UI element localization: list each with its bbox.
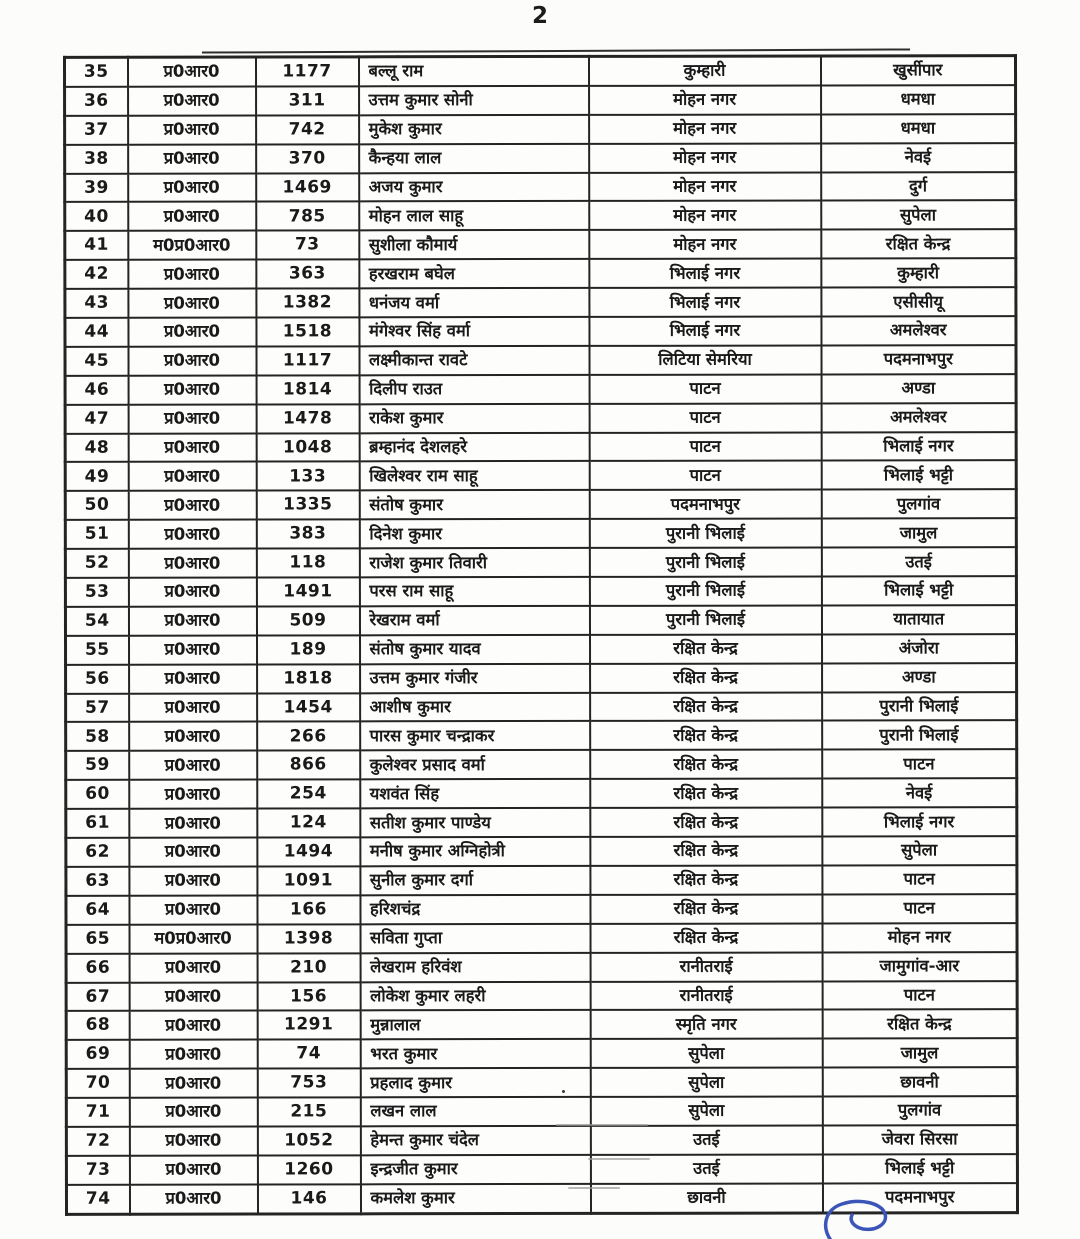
- cell-rank: प्र0आर0: [129, 1011, 257, 1040]
- cell-serial-number: 38: [65, 144, 128, 173]
- cell-posting-to: नेवई: [822, 778, 1017, 807]
- cell-serial-number: 62: [66, 838, 129, 867]
- table-row: [66, 952, 1017, 983]
- table-row: [66, 663, 1017, 694]
- cell-posting-from: रक्षित केन्द्र: [590, 721, 822, 750]
- cell-name: मंगेश्वर सिंह वर्मा: [359, 317, 589, 346]
- table-row: [65, 287, 1016, 318]
- cell-posting-to: अण्डा: [822, 663, 1017, 692]
- cell-rank: प्र0आर0: [129, 664, 257, 693]
- cell-name: खिलेश्वर राम साहू: [359, 461, 589, 490]
- cell-posting-from: पदमनाभपुर: [589, 490, 821, 519]
- cell-name: मनीष कुमार अग्निहोत्री: [360, 837, 590, 866]
- cell-badge-number: 785: [256, 202, 359, 231]
- cell-name: सविता गुप्ता: [360, 924, 590, 953]
- cell-serial-number: 66: [66, 953, 129, 982]
- cell-badge-number: 370: [256, 144, 359, 173]
- cell-serial-number: 64: [66, 896, 129, 925]
- cell-name: इन्द्रजीत कुमार: [360, 1155, 590, 1184]
- cell-name: ब्रम्हानंद देशलहरे: [359, 432, 589, 461]
- cell-rank: प्र0आर0: [128, 173, 256, 202]
- cell-posting-from: रक्षित केन्द्र: [590, 692, 822, 721]
- cell-badge-number: 215: [257, 1097, 360, 1126]
- table-row: [65, 143, 1016, 174]
- cell-serial-number: 36: [65, 87, 128, 116]
- cell-serial-number: 54: [65, 607, 128, 636]
- cell-serial-number: 50: [65, 491, 128, 520]
- cell-posting-to: छावनी: [822, 1067, 1017, 1096]
- cell-posting-from: उतई: [590, 1154, 822, 1183]
- cell-badge-number: 1818: [257, 664, 360, 693]
- cell-posting-to: जेवरा सिरसा: [822, 1125, 1017, 1154]
- cell-badge-number: 753: [257, 1068, 360, 1097]
- cell-posting-to: भिलाई भट्टी: [822, 1154, 1017, 1183]
- cell-posting-to: अंजोरा: [821, 634, 1016, 663]
- table-row: [66, 807, 1017, 838]
- cell-serial-number: 46: [65, 376, 128, 405]
- table-row: [65, 432, 1016, 463]
- cell-name: संतोष कुमार यादव: [360, 635, 590, 664]
- cell-rank: प्र0आर0: [129, 1098, 257, 1127]
- cell-name: राकेश कुमार: [359, 404, 589, 433]
- cell-name: राजेश कुमार तिवारी: [359, 548, 589, 577]
- table-row: [66, 1125, 1017, 1156]
- cell-name: सतीश कुमार पाण्डेय: [360, 808, 590, 837]
- cell-name: उत्तम कुमार सोनी: [359, 86, 589, 115]
- cell-posting-from: मोहन नगर: [589, 114, 821, 143]
- cell-posting-to: पुलगांव: [821, 490, 1016, 519]
- cell-serial-number: 70: [66, 1069, 129, 1098]
- cell-posting-to: धमधा: [821, 85, 1016, 114]
- cell-name: मुन्नालाल: [360, 1010, 590, 1039]
- cell-rank: प्र0आर0: [129, 866, 257, 895]
- cell-badge-number: 1518: [256, 317, 359, 346]
- signature-stroke: [816, 1196, 914, 1239]
- cell-posting-to: अमलेश्वर: [821, 403, 1016, 432]
- cell-name: लक्ष्मीकान्त रावटे: [359, 346, 589, 375]
- cell-rank: प्र0आर0: [128, 375, 256, 404]
- cell-name: आशीष कुमार: [360, 693, 590, 722]
- cell-posting-from: भिलाई नगर: [589, 288, 821, 317]
- cell-rank: प्र0आर0: [129, 722, 257, 751]
- cell-rank: प्र0आर0: [129, 1155, 257, 1184]
- cell-posting-from: कुम्हारी: [588, 56, 820, 86]
- table-row: [66, 836, 1017, 867]
- cell-posting-from: मोहन नगर: [589, 85, 821, 114]
- table-row: [66, 865, 1017, 896]
- cell-posting-from: भिलाई नगर: [589, 317, 821, 346]
- cell-badge-number: 166: [257, 895, 360, 924]
- cell-posting-to: जामुल: [822, 1038, 1017, 1067]
- table-row: [65, 576, 1016, 607]
- cell-serial-number: 56: [66, 664, 129, 693]
- table-row: [65, 258, 1016, 289]
- cell-serial-number: 43: [65, 289, 128, 318]
- cell-name: यशवंत सिंह: [360, 779, 590, 808]
- table-row: [65, 85, 1016, 116]
- cell-serial-number: 72: [66, 1127, 129, 1156]
- cell-posting-from: रक्षित केन्द्र: [589, 634, 821, 663]
- table-row: [66, 1096, 1017, 1127]
- table-row: [66, 750, 1017, 781]
- table-row: [65, 374, 1016, 405]
- cell-badge-number: 1052: [257, 1126, 360, 1155]
- cell-serial-number: 42: [65, 260, 128, 289]
- cell-rank: प्र0आर0: [129, 1184, 257, 1214]
- cell-rank: प्र0आर0: [128, 318, 256, 347]
- cell-name: धनंजय वर्मा: [359, 288, 589, 317]
- cell-rank: प्र0आर0: [128, 202, 256, 231]
- table-row: [65, 345, 1016, 376]
- cell-posting-to: अण्डा: [821, 374, 1016, 403]
- cell-posting-from: मोहन नगर: [589, 172, 821, 201]
- cell-name: प्रहलाद कुमार: [360, 1068, 590, 1097]
- cell-posting-from: पाटन: [589, 432, 821, 461]
- cell-posting-from: रक्षित केन्द्र: [590, 894, 822, 923]
- cell-badge-number: 133: [256, 462, 359, 491]
- cell-serial-number: 69: [66, 1040, 129, 1069]
- table-row: [65, 490, 1016, 521]
- cell-posting-to: पुलगांव: [822, 1096, 1017, 1125]
- cell-posting-to: भिलाई भट्टी: [821, 461, 1016, 490]
- cell-rank: प्र0आर0: [129, 693, 257, 722]
- cell-rank: प्र0आर0: [128, 520, 256, 549]
- cell-serial-number: 73: [66, 1156, 129, 1185]
- cell-rank: प्र0आर0: [128, 346, 256, 375]
- cell-serial-number: 63: [66, 867, 129, 896]
- cell-badge-number: 1494: [257, 837, 360, 866]
- cell-posting-to: रक्षित केन्द्र: [822, 1010, 1017, 1039]
- cell-badge-number: 311: [256, 86, 359, 115]
- cell-name: परस राम साहू: [359, 577, 589, 606]
- table-row: [65, 547, 1016, 578]
- cell-posting-from: सुपेला: [590, 1097, 822, 1126]
- cell-posting-to: रक्षित केन्द्र: [821, 230, 1016, 259]
- scan-artifact-doubled-border-line: [202, 48, 910, 53]
- cell-posting-from: रक्षित केन्द्र: [590, 808, 822, 837]
- cell-badge-number: 1469: [256, 173, 359, 202]
- cell-serial-number: 58: [66, 722, 129, 751]
- cell-serial-number: 68: [66, 1011, 129, 1040]
- cell-posting-from: पुरानी भिलाई: [589, 605, 821, 634]
- table-row: [65, 201, 1016, 232]
- transfer-roster-table: [63, 54, 1019, 1215]
- cell-posting-from: सुपेला: [590, 1068, 822, 1097]
- cell-name: लोकेश कुमार लहरी: [360, 981, 590, 1010]
- cell-rank: प्र0आर0: [129, 780, 257, 809]
- cell-rank: प्र0आर0: [129, 1126, 257, 1155]
- cell-serial-number: 45: [65, 347, 128, 376]
- cell-badge-number: 146: [257, 1184, 360, 1214]
- cell-posting-from: पुरानी भिलाई: [589, 548, 821, 577]
- cell-badge-number: 363: [256, 260, 359, 289]
- cell-name: दिलीप राउत: [359, 375, 589, 404]
- cell-posting-from: लिटिया सेमरिया: [589, 345, 821, 374]
- cell-name: बल्लू राम: [358, 56, 588, 86]
- cell-name: उत्तम कुमार गंजीर: [360, 664, 590, 693]
- table-row: [66, 1038, 1017, 1069]
- cell-badge-number: 254: [257, 780, 360, 809]
- cell-serial-number: 55: [66, 636, 129, 665]
- cell-serial-number: 37: [65, 116, 128, 145]
- cell-serial-number: 67: [66, 982, 129, 1011]
- cell-rank: प्र0आर0: [128, 115, 256, 144]
- cell-posting-to: पाटन: [822, 865, 1017, 894]
- cell-badge-number: 1260: [257, 1155, 360, 1184]
- cell-serial-number: 35: [64, 57, 127, 87]
- cell-posting-from: मोहन नगर: [589, 201, 821, 230]
- table-row: [65, 172, 1016, 203]
- table-row: [64, 56, 1015, 87]
- cell-rank: प्र0आर0: [129, 635, 257, 664]
- cell-posting-to: पदमनाभपुर: [822, 1183, 1017, 1213]
- table-row: [66, 778, 1017, 809]
- table-row: [65, 316, 1016, 347]
- cell-badge-number: 189: [257, 635, 360, 664]
- cell-badge-number: 866: [257, 751, 360, 780]
- cell-posting-to: पुरानी भिलाई: [822, 692, 1017, 721]
- cell-badge-number: 210: [257, 953, 360, 982]
- cell-badge-number: 1335: [256, 491, 359, 520]
- cell-posting-to: पाटन: [822, 981, 1017, 1010]
- cell-serial-number: 71: [66, 1098, 129, 1127]
- table-row: [65, 403, 1016, 434]
- cell-serial-number: 49: [65, 462, 128, 491]
- cell-rank: प्र0आर0: [128, 462, 256, 491]
- table-row: [65, 518, 1016, 549]
- cell-posting-to: खुर्सीपार: [820, 56, 1015, 86]
- cell-posting-from: रक्षित केन्द्र: [590, 779, 822, 808]
- cell-badge-number: 1177: [255, 57, 358, 87]
- cell-name: दिनेश कुमार: [359, 519, 589, 548]
- cell-badge-number: 1478: [256, 404, 359, 433]
- cell-serial-number: 48: [65, 433, 128, 462]
- cell-serial-number: 47: [65, 404, 128, 433]
- cell-badge-number: 1291: [257, 1011, 360, 1040]
- cell-posting-from: रक्षित केन्द्र: [590, 865, 822, 894]
- cell-posting-from: रक्षित केन्द्र: [590, 663, 822, 692]
- cell-badge-number: 118: [256, 548, 359, 577]
- table-row: [65, 605, 1016, 636]
- cell-posting-from: रक्षित केन्द्र: [590, 750, 822, 779]
- cell-rank: प्र0आर0: [129, 1040, 257, 1069]
- cell-posting-to: धमधा: [821, 114, 1016, 143]
- cell-posting-to: भिलाई नगर: [821, 432, 1016, 461]
- cell-posting-from: मोहन नगर: [589, 230, 821, 259]
- table-row: [66, 1154, 1017, 1185]
- cell-badge-number: 1398: [257, 924, 360, 953]
- cell-posting-to: पाटन: [822, 894, 1017, 923]
- cell-rank: प्र0आर0: [128, 578, 256, 607]
- table-row: [65, 230, 1016, 261]
- cell-name: हरखराम बघेल: [359, 259, 589, 288]
- cell-rank: प्र0आर0: [128, 433, 256, 462]
- cell-posting-to: सुपेला: [821, 201, 1016, 230]
- cell-rank: प्र0आर0: [129, 982, 257, 1011]
- cell-badge-number: 1382: [256, 288, 359, 317]
- cell-posting-to: दुर्ग: [821, 172, 1016, 201]
- cell-badge-number: 74: [257, 1040, 360, 1069]
- cell-badge-number: 1091: [257, 866, 360, 895]
- cell-posting-from: पाटन: [589, 461, 821, 490]
- cell-name: लखन लाल: [360, 1097, 590, 1126]
- cell-rank: प्र0आर0: [128, 144, 256, 173]
- cell-posting-to: कुम्हारी: [821, 258, 1016, 287]
- cell-posting-to: यातायात: [821, 605, 1016, 634]
- cell-posting-to: पाटन: [822, 750, 1017, 779]
- table-row: [66, 1067, 1017, 1098]
- cell-name: रेखराम वर्मा: [359, 606, 589, 635]
- cell-posting-to: उतई: [821, 547, 1016, 576]
- cell-badge-number: 1814: [256, 375, 359, 404]
- cell-name: मोहन लाल साहू: [359, 201, 589, 230]
- cell-rank: प्र0आर0: [128, 549, 256, 578]
- cell-name: पारस कुमार चन्द्राकर: [360, 721, 590, 750]
- cell-badge-number: 1117: [256, 346, 359, 375]
- table-row: [66, 981, 1017, 1012]
- cell-name: भरत कुमार: [360, 1039, 590, 1068]
- scan-artifact-dot: [562, 1090, 565, 1093]
- table-row: [66, 894, 1017, 925]
- cell-badge-number: 73: [256, 231, 359, 260]
- cell-posting-from: रानीतराई: [590, 952, 822, 981]
- cell-posting-to: जामुगांव-आर: [822, 952, 1017, 981]
- cell-posting-from: उतई: [590, 1125, 822, 1154]
- cell-badge-number: 124: [257, 808, 360, 837]
- cell-name: मुकेश कुमार: [359, 115, 589, 144]
- signature-path: [826, 1201, 886, 1239]
- cell-posting-to: मोहन नगर: [822, 923, 1017, 952]
- table-row: [65, 461, 1016, 492]
- table-row: [66, 721, 1017, 752]
- cell-serial-number: 51: [65, 520, 128, 549]
- cell-serial-number: 44: [65, 318, 128, 347]
- cell-posting-to: पुरानी भिलाई: [822, 721, 1017, 750]
- cell-posting-to: भिलाई भट्टी: [821, 576, 1016, 605]
- cell-posting-from: स्मृति नगर: [590, 1010, 822, 1039]
- cell-serial-number: 52: [65, 549, 128, 578]
- cell-rank: प्र0आर0: [129, 953, 257, 982]
- cell-serial-number: 65: [66, 924, 129, 953]
- cell-name: कमलेश कुमार: [360, 1184, 590, 1214]
- cell-name: हेमन्त कुमार चंदेल: [360, 1126, 590, 1155]
- cell-serial-number: 60: [66, 780, 129, 809]
- cell-rank: प्र0आर0: [129, 838, 257, 867]
- cell-posting-from: पाटन: [589, 403, 821, 432]
- cell-rank: प्र0आर0: [128, 404, 256, 433]
- cell-name: संतोष कुमार: [359, 490, 589, 519]
- cell-badge-number: 266: [257, 722, 360, 751]
- scan-artifact-pen-dash: [588, 1158, 650, 1160]
- cell-posting-from: रक्षित केन्द्र: [590, 837, 822, 866]
- cell-posting-to: एसीसीयू: [821, 287, 1016, 316]
- cell-badge-number: 509: [256, 606, 359, 635]
- cell-serial-number: 41: [65, 231, 128, 260]
- cell-posting-to: भिलाई नगर: [822, 807, 1017, 836]
- cell-rank: प्र0आर0: [129, 751, 257, 780]
- cell-serial-number: 59: [66, 751, 129, 780]
- cell-posting-to: जामुल: [821, 518, 1016, 547]
- cell-name: हरिशचंद्र: [360, 895, 590, 924]
- cell-posting-from: छावनी: [590, 1183, 822, 1213]
- cell-badge-number: 156: [257, 982, 360, 1011]
- cell-name: लेखराम हरिवंश: [360, 953, 590, 982]
- cell-badge-number: 1454: [257, 693, 360, 722]
- cell-serial-number: 53: [65, 578, 128, 607]
- cell-badge-number: 1048: [256, 433, 359, 462]
- cell-posting-from: रक्षित केन्द्र: [590, 923, 822, 952]
- table-row: [66, 634, 1017, 665]
- cell-name: कैन्हया लाल: [359, 144, 589, 173]
- table-row: [66, 692, 1017, 723]
- cell-name: सुशीला कौमार्य: [359, 230, 589, 259]
- cell-posting-to: पदमनाभपुर: [821, 345, 1016, 374]
- cell-posting-from: रानीतराई: [590, 981, 822, 1010]
- cell-rank: प्र0आर0: [129, 895, 257, 924]
- cell-posting-from: भिलाई नगर: [589, 259, 821, 288]
- table-row: [65, 114, 1016, 145]
- scan-artifact-pen-dash: [556, 1124, 648, 1126]
- cell-posting-to: नेवई: [821, 143, 1016, 172]
- cell-badge-number: 383: [256, 520, 359, 549]
- cell-rank: प्र0आर0: [128, 86, 256, 115]
- table-row: [66, 923, 1017, 954]
- cell-name: अजय कुमार: [359, 172, 589, 201]
- cell-posting-from: पुरानी भिलाई: [589, 577, 821, 606]
- cell-posting-from: पाटन: [589, 374, 821, 403]
- roster-table-body: [64, 56, 1017, 1214]
- cell-posting-from: मोहन नगर: [589, 143, 821, 172]
- cell-rank: प्र0आर0: [128, 491, 256, 520]
- cell-posting-from: सुपेला: [590, 1039, 822, 1068]
- cell-rank: म0प्र0आर0: [129, 924, 257, 953]
- cell-name: सुनील कुमार दर्गा: [360, 866, 590, 895]
- cell-serial-number: 61: [66, 809, 129, 838]
- table-row: [66, 1010, 1017, 1041]
- cell-rank: प्र0आर0: [128, 289, 256, 318]
- cell-rank: प्र0आर0: [128, 606, 256, 635]
- cell-rank: प्र0आर0: [127, 57, 255, 87]
- cell-posting-from: पुरानी भिलाई: [589, 519, 821, 548]
- cell-rank: प्र0आर0: [129, 809, 257, 838]
- cell-serial-number: 57: [66, 693, 129, 722]
- cell-serial-number: 40: [65, 202, 128, 231]
- cell-rank: प्र0आर0: [129, 1069, 257, 1098]
- cell-name: कुलेश्वर प्रसाद वर्मा: [360, 750, 590, 779]
- cell-rank: म0प्र0आर0: [128, 231, 256, 260]
- cell-badge-number: 1491: [256, 577, 359, 606]
- cell-posting-to: सुपेला: [822, 836, 1017, 865]
- cell-posting-to: अमलेश्वर: [821, 316, 1016, 345]
- cell-badge-number: 742: [256, 115, 359, 144]
- cell-rank: प्र0आर0: [128, 260, 256, 289]
- cell-serial-number: 39: [65, 173, 128, 202]
- scan-artifact-pen-dash: [568, 1187, 620, 1189]
- cell-serial-number: 74: [66, 1184, 129, 1214]
- page-number: 2: [531, 3, 548, 29]
